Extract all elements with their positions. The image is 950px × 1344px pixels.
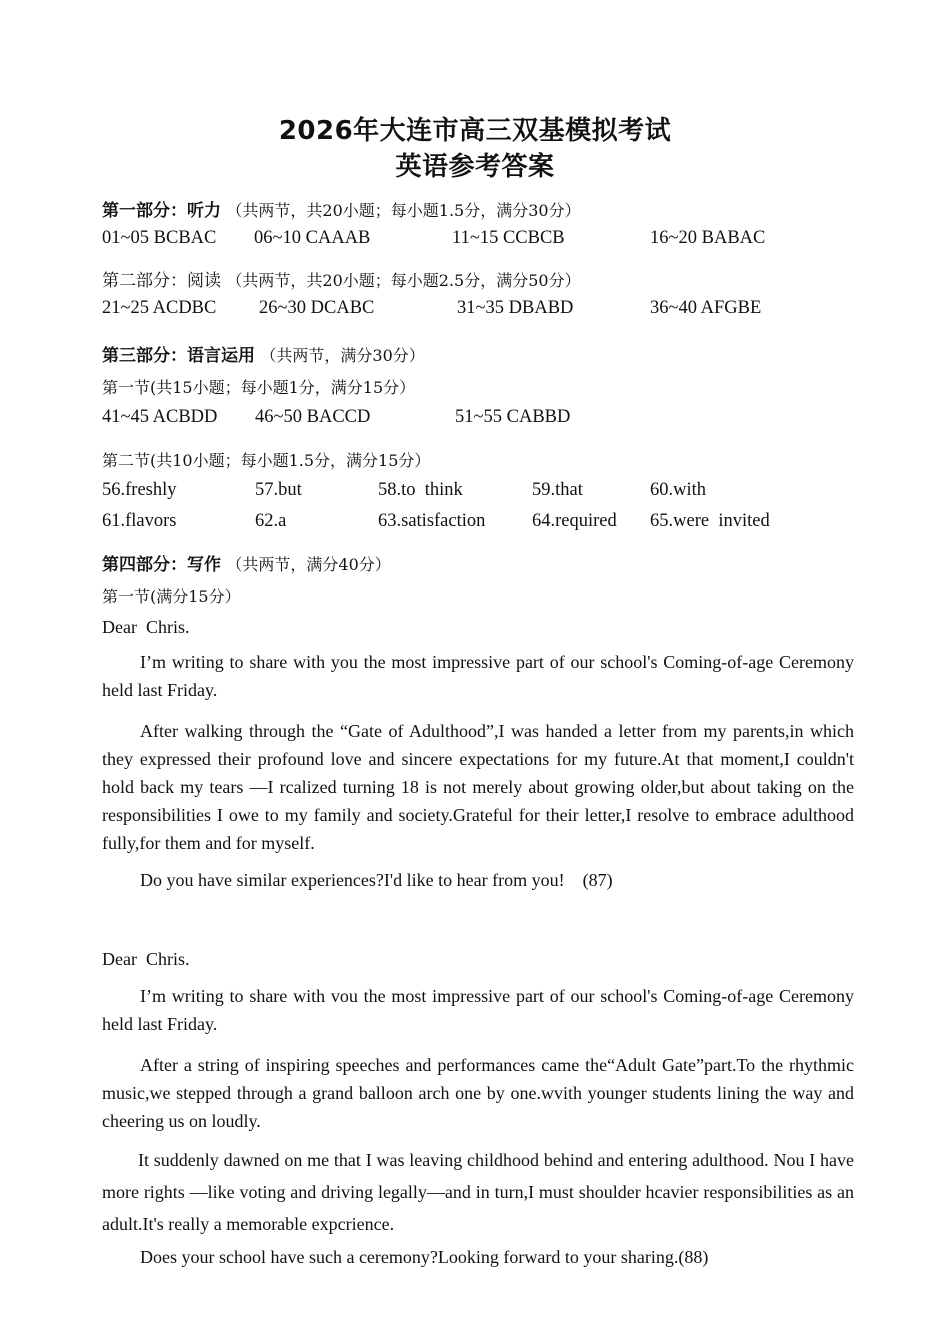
- part2-header: [102, 266, 581, 291]
- essay1-paragraph-2: After walking through the “Gate of Adulthood”,I was handed a letter from my parents,in which they expressed their profound love and sincere expectations for my future.At that moment,I couldn't hold back my tears —I rcalized turning 18 is not merely about growing older,but about taking on the responsibilities I owe to my family and society.Grateful for their letter,I resolve to embrace adulthood fully,for them and for myself.: [102, 721, 854, 853]
- part4-note: （共两节，满分40分）: [226, 555, 391, 574]
- answer-57: 57.but: [255, 480, 302, 500]
- part2-note: （共两节，共20小题；每小题2.5分，满分50分）: [226, 271, 581, 290]
- part2-answer-1: 21~25 ACDBC: [102, 298, 217, 318]
- part4-section1-label: 第一节(满分15分）: [102, 587, 241, 606]
- part2-heading: 第二部分：阅读: [102, 271, 221, 291]
- answer-58: 58.to think: [378, 480, 463, 500]
- part1-answer-1: 01~05 BCBAC: [102, 228, 217, 248]
- part1-answer-2: 06~10 CAAAB: [254, 228, 371, 248]
- part3-heading: 第三部分：语言运用: [102, 346, 255, 366]
- page-title: 2026年大连市高三双基模拟考试: [278, 116, 672, 146]
- answer-60: 60.with: [650, 480, 707, 500]
- part3-header: [102, 341, 425, 366]
- essay2-paragraph-3: It suddenly dawned on me that I was leaving childhood behind and entering adulthood. Nou I have more rights —like voting and driving legally—and in turn,I must shoulder hcavier responsibilities as an adult.It's really a memorable expcrience.: [102, 1150, 854, 1234]
- answer-59: 59.that: [532, 480, 583, 500]
- part4-header: [102, 550, 391, 575]
- answer-56: 56.freshly: [102, 480, 177, 500]
- part1-answer-4: 16~20 BABAC: [650, 228, 766, 248]
- part3-answer-1: 41~45 ACBDD: [102, 407, 218, 427]
- part3-answer-2: 46~50 BACCD: [255, 407, 371, 427]
- part4-heading: 第四部分：写作: [102, 555, 221, 575]
- answer-61: 61.flavors: [102, 511, 177, 531]
- answer-64: 64.required: [532, 511, 617, 531]
- part2-answer-2: 26~30 DCABC: [259, 298, 375, 318]
- answer-63: 63.satisfaction: [378, 511, 486, 531]
- part3-answer-3: 51~55 CABBD: [455, 407, 571, 427]
- part1-heading: 第一部分：听力: [102, 201, 221, 221]
- essay2-paragraph-2: After a string of inspiring speeches and performances came the“Adult Gate”part.To the rhythmic music,we stepped through a grand balloon arch one by one.wvith younger students lining the way and cheering us on loudly.: [102, 1055, 854, 1131]
- essay2-paragraph-1: I’m writing to share with vou the most impressive part of our school's Coming-of-age Ceremony held last Friday.: [102, 986, 854, 1034]
- page-subtitle: 英语参考答案: [395, 152, 555, 182]
- part3-note: （共两节，满分30分）: [260, 346, 425, 365]
- part2-answer-4: 36~40 AFGBE: [650, 298, 762, 318]
- part1-note: （共两节，共20小题；每小题1.5分，满分30分）: [226, 201, 581, 220]
- answer-62: 62.a: [255, 511, 287, 531]
- part2-answer-3: 31~35 DBABD: [457, 298, 574, 318]
- part3-section2-label: 第二节(共10小题；每小题1.5分，满分15分）: [102, 451, 431, 470]
- part1-header: [102, 196, 581, 221]
- part3-section1-label: 第一节(共15小题；每小题1分，满分15分）: [102, 378, 416, 397]
- part1-answer-3: 11~15 CCBCB: [452, 228, 565, 248]
- essay1-paragraph-1: I’m writing to share with you the most impressive part of our school's Coming-of-age Ceremony held last Friday.: [102, 652, 854, 700]
- essay1-paragraph-3: Do you have similar experiences?I'd like to hear from you! (87): [140, 870, 613, 890]
- essay2-greeting: Dear Chris.: [102, 949, 190, 969]
- essay2-paragraph-4: Does your school have such a ceremony?Looking forward to your sharing.(88): [140, 1247, 709, 1267]
- answer-65: 65.were invited: [650, 511, 770, 531]
- essay1-greeting: Dear Chris.: [102, 617, 190, 637]
